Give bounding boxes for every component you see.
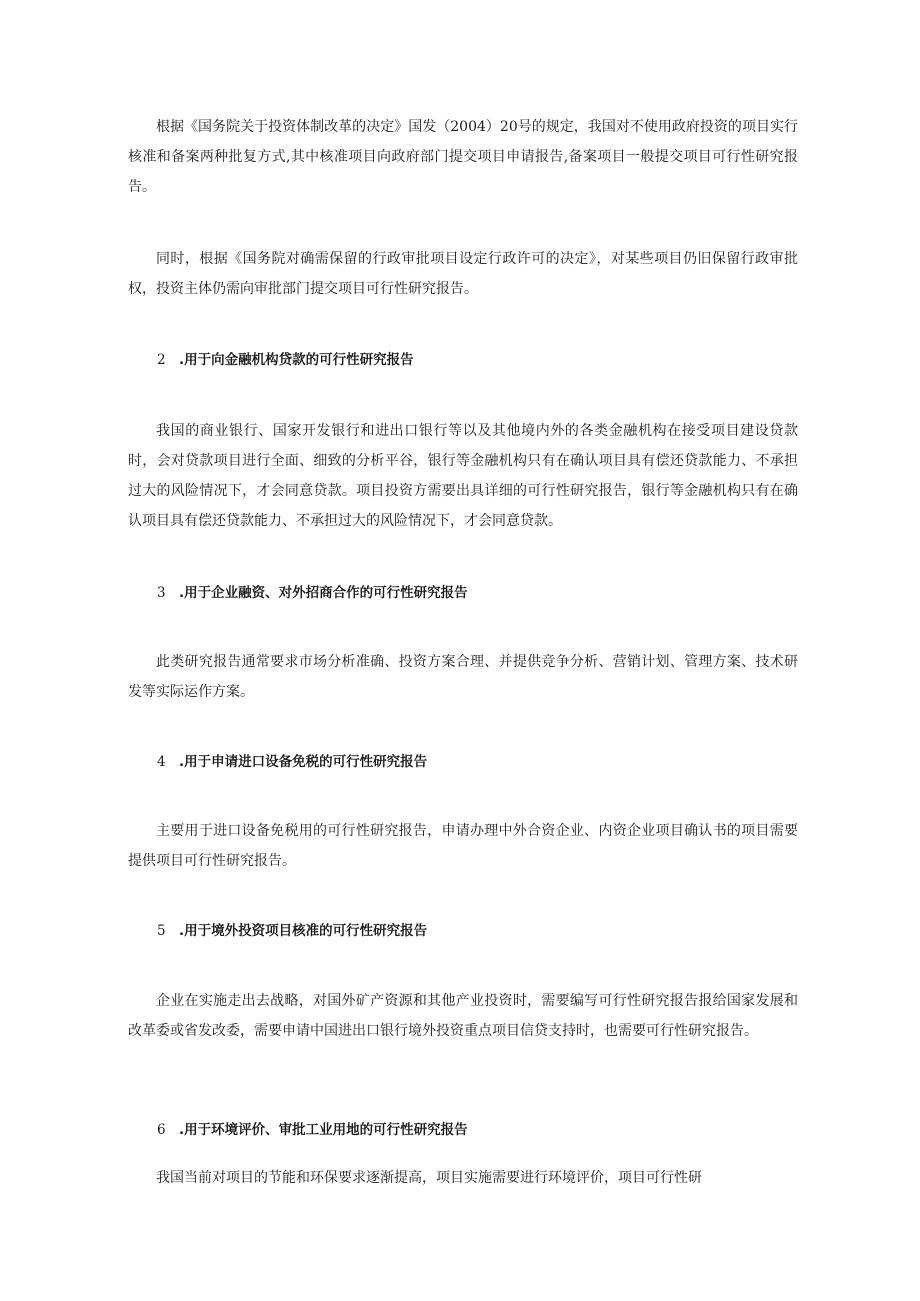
paragraph-equipment-tax: 主要用于进口设备免税用的可行性研究报告，申请办理中外合资企业、内资企业项目确认书的项目需要提供项目可行性研究报告。 [128,823,798,869]
paragraph-administrative-approval: 同时，根据《国务院对确需保留的行政审批项目设定行政许可的决定》，对某些项目仍旧保留行政审批权，投资主体仍需向审批部门提交项目可行性研究报告。 [128,251,798,297]
section-number: 5 [157,923,166,939]
paragraph-financing: 此类研究报告通常要求市场分析准确、投资方案合理、并提供竞争分析、营销计划、管理方案、技术研发等实际运作方案。 [128,654,798,700]
section-heading-5 [157,921,797,941]
section-number: 2 [157,352,166,368]
section-heading-3 [157,583,797,603]
section-title: .用于申请进口设备免税的可行性研究报告 [179,754,428,770]
paragraph-investment-reform: 根据《国务院关于投资体制改革的决定》国发（2004）20号的规定，我国对不使用政府投资的项目实行核准和备案两种批复方式,其中核准项目向政府部门提交项目申请报告,备案项目一般提交项目可行性研究报告。 [128,119,798,195]
section-title: .用于环境评价、审批工业用地的可行性研究报告 [179,1122,468,1138]
section-number: 3 [157,585,166,601]
section-heading-6 [157,1120,797,1140]
section-title: .用于境外投资项目核准的可行性研究报告 [179,923,428,939]
section-number: 6 [157,1122,166,1138]
section-title: .用于向金融机构贷款的可行性研究报告 [179,352,414,368]
section-heading-2 [157,350,797,370]
paragraph-overseas-investment: 企业在实施走出去战略，对国外矿产资源和其他产业投资时，需要编写可行性研究报告报给国家发展和改革委或省发改委，需要申请中国进出口银行境外投资重点项目信贷支持时，也需要可行性研究报告。 [128,993,798,1039]
paragraph-environment: 我国当前对项目的节能和环保要求逐渐提高，项目实施需要进行环境评价，项目可行性研 [156,1170,702,1186]
section-number: 4 [157,754,166,770]
section-title: .用于企业融资、对外招商合作的可行性研究报告 [179,585,468,601]
section-heading-4 [157,752,797,772]
paragraph-bank-loans: 我国的商业银行、国家开发银行和进出口银行等以及其他境内外的各类金融机构在接受项目建设贷款时，会对贷款项目进行全面、细致的分析平谷，银行等金融机构只有在确认项目具有偿还贷款能力、不承担过大的风险情况下，才会同意贷款。项目投资方需要出具详细的可行性研究报告，银行等金融机构只有在确认项目具有偿还贷款能力、不承担过大的风险情况下，才会同意贷款。 [128,423,798,529]
